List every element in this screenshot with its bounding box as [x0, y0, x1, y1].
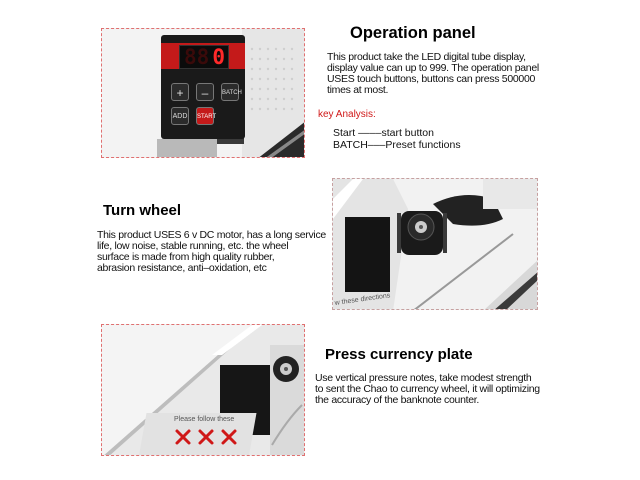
svg-text:w these directions: w these directions	[334, 292, 391, 307]
led-display	[179, 45, 229, 69]
plus-button[interactable]: +	[171, 83, 189, 101]
turn-wheel-photo	[332, 178, 538, 310]
led-digit-value: 0	[212, 45, 225, 69]
turn-wheel-title: Turn wheel	[103, 202, 182, 219]
operation-panel-description: This product take the LED digital tube display, display value can up to 999. The operation panel USES touch buttons, buttons can press 500000 times at most.	[327, 51, 539, 96]
operation-panel-title: Operation panel	[350, 24, 476, 42]
turn-wheel-illustration	[333, 179, 538, 310]
press-plate-description: Use vertical pressure notes, take modest strength to sent the Chao to currency wheel, it will optimizing the accuracy of the banknote counter.	[315, 372, 540, 406]
key-analysis-label: key Analysis:	[318, 109, 376, 120]
operation-panel-photo	[101, 28, 305, 158]
batch-button[interactable]: BATCH	[221, 83, 239, 101]
led-digit-unlit: 88	[184, 45, 210, 69]
key-item-start: Start ––––start button	[333, 127, 434, 139]
press-plate-illustration	[102, 325, 305, 456]
start-button[interactable]: START	[196, 107, 214, 125]
key-item-batch: BATCH–––Preset functions	[333, 139, 461, 151]
turn-wheel-description: This product USES 6 v DC motor, has a long service life, low noise, stable running, etc. the wheel surface is made from high quality rubber, abrasion resistance, anti–oxidation, etc	[97, 229, 326, 274]
control-panel	[161, 35, 245, 139]
press-plate-title: Press currency plate	[325, 346, 473, 363]
add-button[interactable]: ADD	[171, 107, 189, 125]
minus-button[interactable]: –	[196, 83, 214, 101]
press-plate-photo	[101, 324, 305, 456]
svg-text:Please follow these: Please follow these	[174, 416, 235, 423]
